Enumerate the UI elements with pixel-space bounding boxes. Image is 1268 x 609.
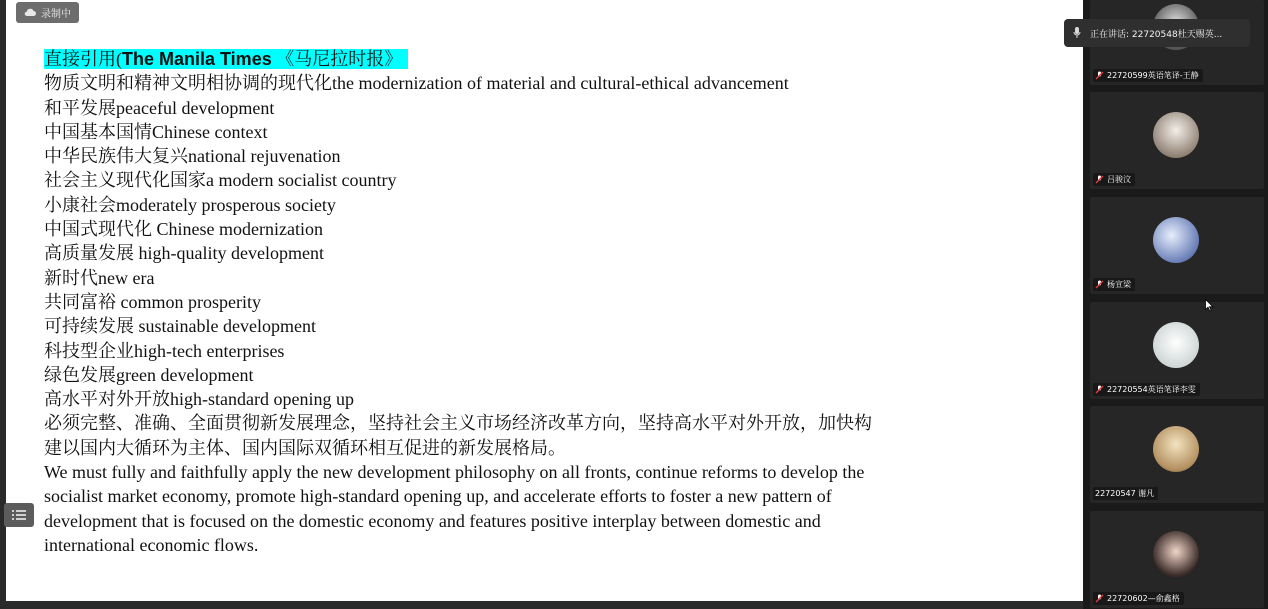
term-line: 小康社会moderately prosperous society [44,194,336,215]
term-line: 高水平对外开放high-standard opening up [44,389,354,410]
participant-name-tag [1093,69,1203,82]
term-line: 社会主义现代化国家a modern socialist country [44,170,397,191]
participant-name-tag [1093,173,1135,186]
term-line: 中国式现代化 Chinese modernization [44,219,323,240]
paragraph-en-line: development that is focused on the domestic economy and features positive interplay between domestic and [44,510,821,531]
avatar [1153,426,1199,472]
side-panel-toggle[interactable] [4,503,34,527]
title-en: The Manila Times [122,49,272,69]
term-line: 科技型企业high-tech enterprises [44,340,285,361]
avatar [1153,112,1199,158]
term-line: 物质文明和精神文明相协调的现代化the modernization of material and cultural-ethical advancement [44,73,789,94]
avatar [1153,322,1199,368]
term-line: 高质量发展 high-quality development [44,243,324,264]
title-cn-2: 《马尼拉时报》 [271,49,403,69]
mouse-cursor-icon [1205,299,1214,312]
recording-indicator[interactable] [16,2,79,23]
participant-tile[interactable] [1090,511,1264,608]
participant-panel [1083,0,1268,609]
title-cn: 直接引用( [44,49,122,69]
list-icon [12,510,26,520]
participant-name: 22720547 谢凡 [1095,489,1155,498]
term-line: 可持续发展 sustainable development [44,316,316,337]
recording-label: 录制中 [41,9,71,20]
participant-name: 22720554英语笔译李雯 [1107,385,1196,394]
term-line: 中国基本国情Chinese context [44,121,268,142]
participant-name-tag [1093,383,1200,396]
participant-tile[interactable] [1090,197,1264,294]
paragraph-en-line: international economic flows. [44,534,259,555]
speaking-banner [1064,19,1250,47]
avatar [1153,217,1199,263]
term-line: 中华民族伟大复兴national rejuvenation [44,146,341,167]
mic-muted-icon [1095,594,1104,603]
term-line: 和平发展peaceful development [44,97,275,118]
participant-name: 吕骏汶 [1107,175,1131,184]
bottom-bar [0,601,1083,609]
participant-tile[interactable] [1090,92,1264,189]
paragraph-en-line: socialist market economy, promote high-standard opening up, and accelerate efforts to foster a new pattern of [44,486,832,507]
paragraph-cn-line: 必须完整、准确、全面贯彻新发展理念，坚持社会主义市场经济改革方向，坚持高水平对外开放，加快构 [44,413,872,434]
participant-name: 22720602—俞鑫格 [1107,594,1180,603]
mic-muted-icon [1095,385,1104,394]
mic-muted-icon [1095,71,1104,80]
document-title [44,47,1044,71]
participant-name: 22720599英语笔译-王静 [1107,71,1199,80]
title-highlight [44,49,408,69]
participant-name-tag [1093,592,1184,605]
mic-muted-icon [1095,175,1104,184]
cloud-icon [24,8,36,17]
paragraph-cn-line: 建以国内大循环为主体、国内国际双循环相互促进的新发展格局。 [44,437,566,458]
term-line: 绿色发展green development [44,364,254,385]
document-body [44,47,1044,557]
paragraph-en-line: We must fully and faithfully apply the new development philosophy on all fronts, continue reforms to develop the [44,462,865,483]
avatar [1153,531,1199,577]
participant-tile[interactable] [1090,302,1264,399]
term-line: 共同富裕 common prosperity [44,291,261,312]
speaking-text: 正在讲话: 22720548杜天赐英... [1090,29,1223,40]
microphone-icon [1064,27,1090,39]
participant-tile[interactable] [1090,406,1264,503]
mic-muted-icon [1095,280,1104,289]
participant-name: 杨宣梁 [1107,280,1131,289]
participant-name-tag [1093,278,1135,291]
term-line: 新时代new era [44,267,155,288]
participant-name-tag [1093,487,1158,500]
